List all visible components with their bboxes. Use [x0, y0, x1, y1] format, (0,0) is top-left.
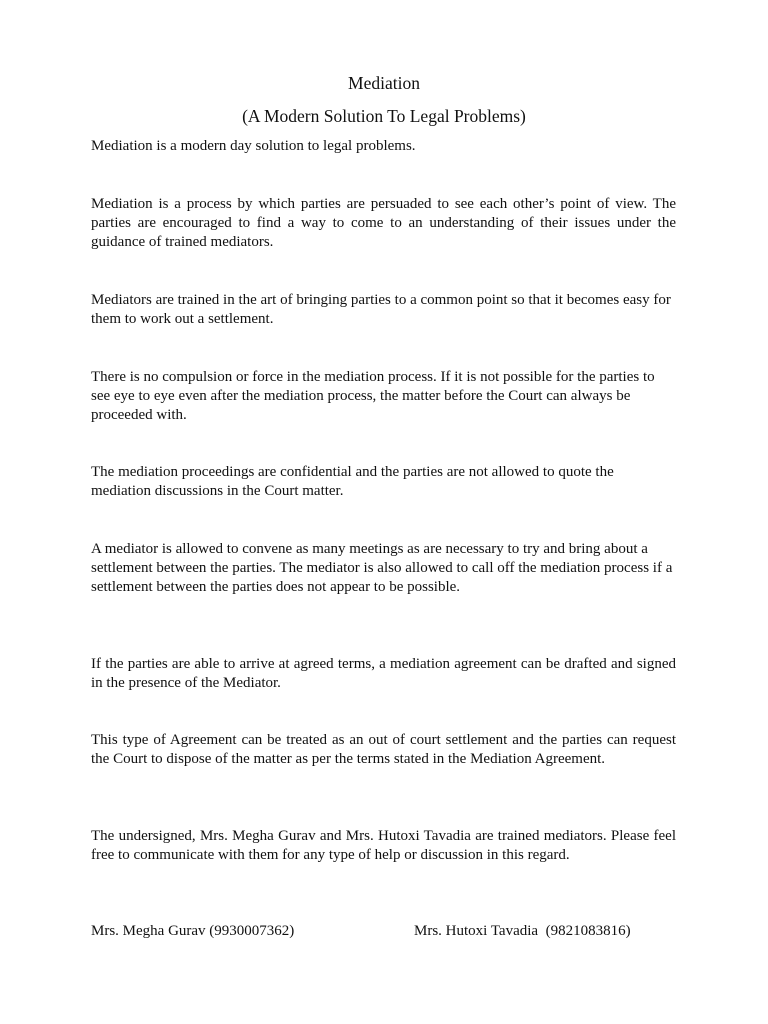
- paragraph-confidential: The mediation proceedings are confidential and the parties are not allowed to quote the mediation discussions in the Court matter.: [91, 464, 614, 500]
- paragraph-intro: Mediation is a modern day solution to legal problems.: [91, 138, 416, 154]
- paragraph-agreed-terms: If the parties are able to arrive at agreed terms, a mediation agreement can be drafted and signed in the presence of the Mediator.: [91, 656, 676, 692]
- paragraph-process: Mediation is a process by which parties are persuaded to see each other’s point of view. The parties are encouraged to find a way to come to an understanding of their issues under the guidance of trained mediators.: [91, 196, 676, 251]
- signature-hutoxi-tavadia: Mrs. Hutoxi Tavadia (9821083816): [414, 923, 631, 939]
- paragraph-meetings: A mediator is allowed to convene as many meetings as are necessary to try and bring about a settlement between the parties. The mediator is also allowed to call off the mediation process if a settlement between the parties does not appear to be possible.: [91, 541, 673, 596]
- paragraph-no-compulsion: There is no compulsion or force in the mediation process. If it is not possible for the parties to see eye to eye even after the mediation process, the matter before the Court can always be proceeded with.: [91, 369, 655, 424]
- paragraph-undersigned: The undersigned, Mrs. Megha Gurav and Mrs. Hutoxi Tavadia are trained mediators. Please feel free to communicate with them for any type of help or discussion in this regard.: [91, 828, 676, 864]
- document-subtitle: (A Modern Solution To Legal Problems): [242, 106, 526, 126]
- paragraph-mediators-trained: Mediators are trained in the art of bringing parties to a common point so that it becomes easy for them to work out a settlement.: [91, 292, 671, 328]
- signature-megha-gurav: Mrs. Megha Gurav (9930007362): [91, 923, 295, 939]
- paragraph-agreement-settlement: This type of Agreement can be treated as an out of court settlement and the parties can request the Court to dispose of the matter as per the terms stated in the Mediation Agreement.: [91, 732, 676, 768]
- document-title: Mediation: [348, 73, 420, 93]
